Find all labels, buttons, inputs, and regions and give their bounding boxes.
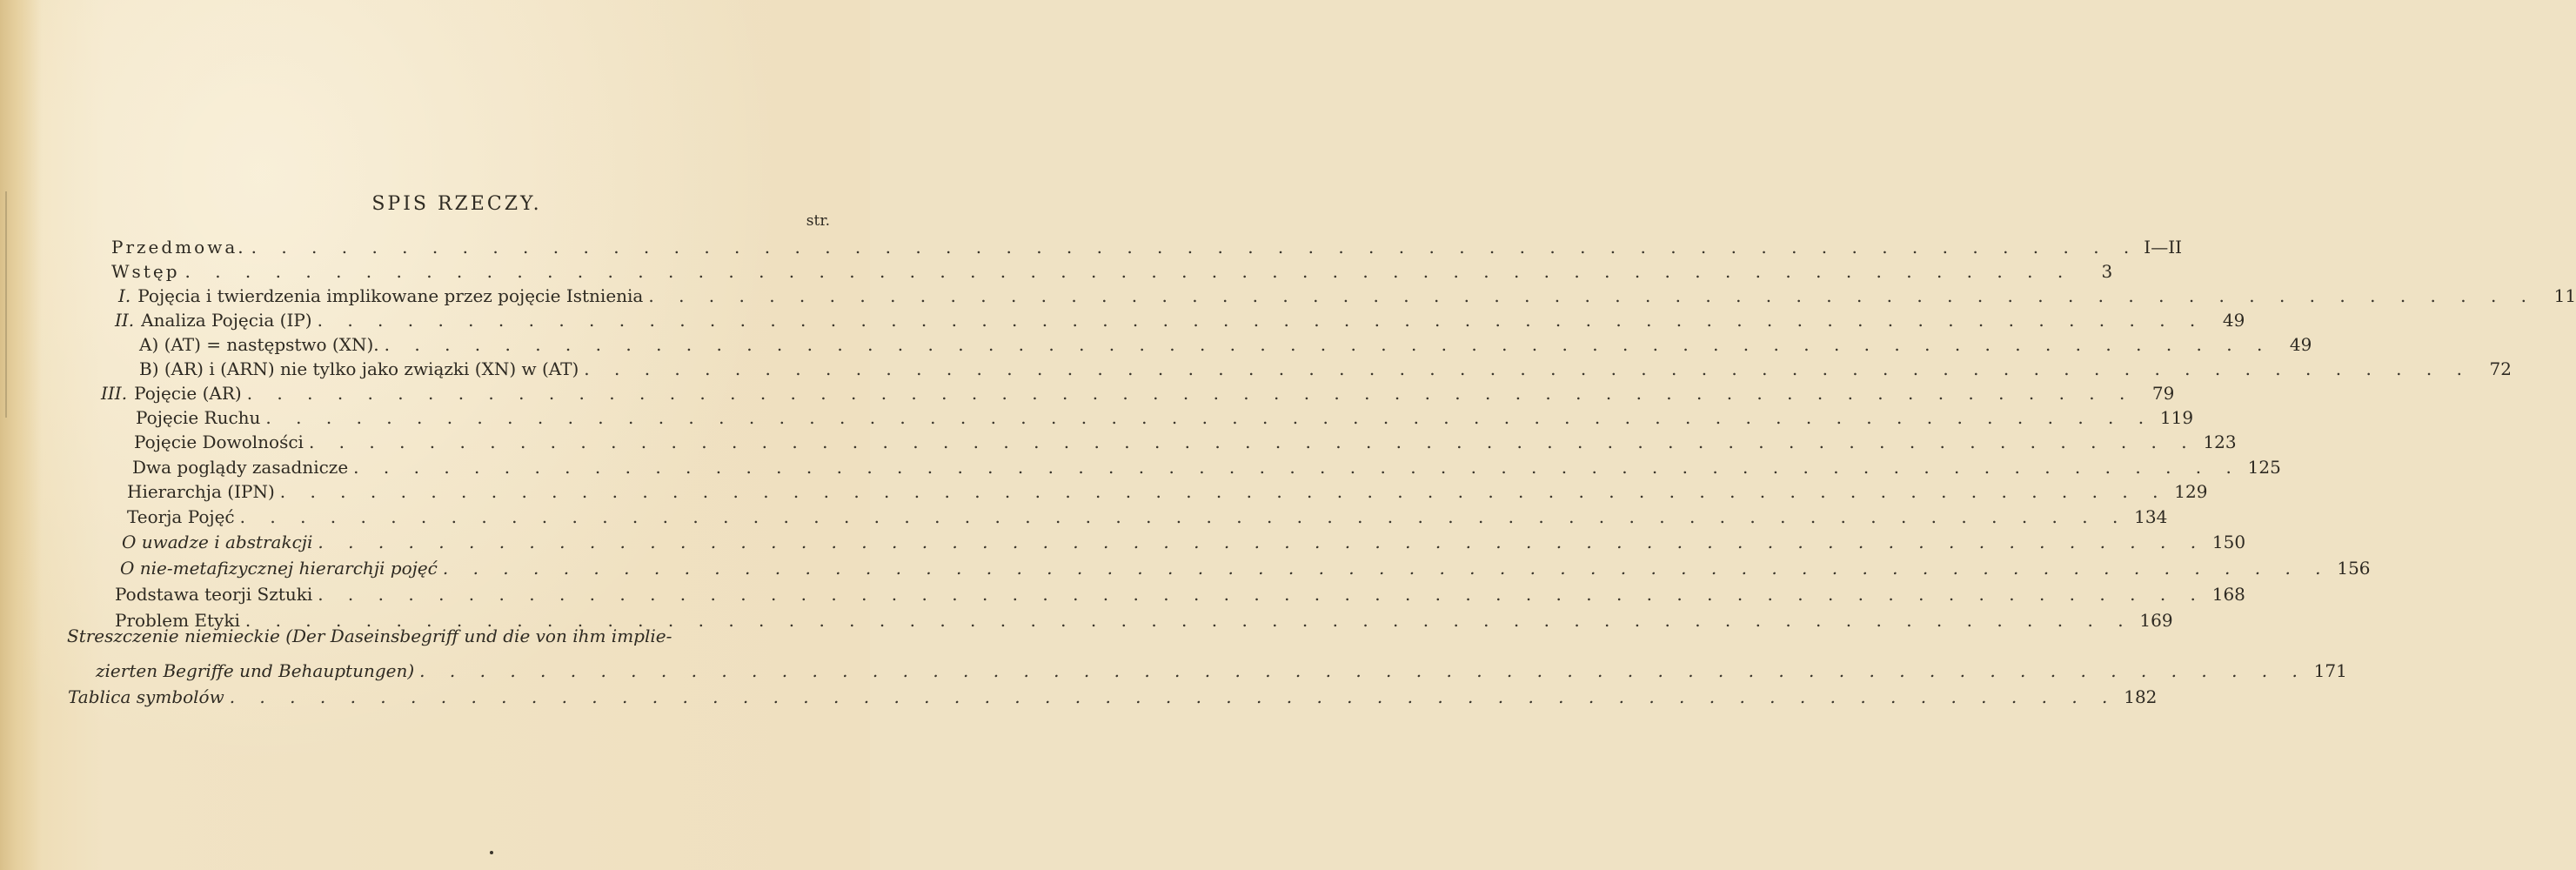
- chapter-number: I.: [118, 285, 131, 306]
- entry-label: O nie-metafizycznej hierarchji pojęć: [120, 558, 438, 579]
- entry-label: B) (AR) i (ARN) nie tylko jako związki (XN) w (AT): [139, 358, 579, 379]
- toc-title: SPIS RZECZY.: [371, 193, 542, 215]
- toc-entry-ruch: [136, 407, 2194, 433]
- entry-label: Problem Etyki: [115, 610, 240, 631]
- leader-dots: . . . . . . . . . . . . . . . . . . . . . . . . . . . . . . . . . . . . . . . . . . . . . . . . . . . . . . . . . . . . . . .: [317, 310, 2205, 331]
- leader-dots: . . . . . . . . . . . . . . . . . . . . . . . . . . . . . . . . . . . . . . . . . . . . . . . . . . . . . . . . . . . . . . .: [419, 660, 2307, 681]
- leader-dots: . . . . . . . . . . . . . . . . . . . . . . . . . . . . . . . . . . . . . . . . . . . . . . . . . . . . . . . . . . . . . . .: [251, 237, 2139, 258]
- entry-page: 49: [2222, 310, 2245, 331]
- toc-entry-hierarchja-pojec: [120, 558, 2371, 584]
- toc-entry-tablica: [68, 686, 2158, 713]
- entry-page: 79: [2151, 383, 2175, 404]
- page-column-label: str.: [806, 212, 830, 230]
- chapter-number: III.: [101, 383, 128, 404]
- toc-entry-streszczenie: [96, 660, 2347, 686]
- entry-page: 123: [2203, 432, 2237, 452]
- leader-dots: . . . . . . . . . . . . . . . . . . . . . . . . . . . . . . . . . . . . . . . . . . . . . . . . . . . . . . . . . . . . . . .: [353, 457, 2241, 478]
- entry-page: 3: [2101, 261, 2113, 282]
- toc-entry-hierarchja: [127, 481, 2208, 507]
- leader-dots: . . . . . . . . . . . . . . . . . . . . . . . . . . . . . . . . . . . . . . . . . . . . . . . . . . . . . . . . . . . . . . .: [308, 432, 2197, 452]
- entry-page: I—II: [2144, 237, 2182, 258]
- entry-label: Tablica symbolów: [68, 686, 224, 707]
- leader-dots: . . . . . . . . . . . . . . . . . . . . . . . . . . . . . . . . . . . . . . . . . . . . . . . . . . . . . . . . . . . . . . .: [229, 686, 2118, 707]
- entry-label: A) (AT) = następstwo (XN).: [139, 334, 379, 355]
- entry-text: Pojęcie (AR): [134, 383, 242, 404]
- entry-page: 72: [2489, 358, 2512, 379]
- entry-label: O uwadze i abstrakcji: [122, 532, 313, 552]
- entry-label: Teorja Pojęć: [127, 506, 235, 527]
- print-mark: [490, 851, 493, 854]
- entry-text: Analiza Pojęcia (IP): [141, 310, 312, 331]
- toc-entry-chapter-2: [115, 310, 2245, 336]
- entry-page: 129: [2174, 481, 2208, 502]
- entry-label: [115, 310, 312, 331]
- entry-label: Pojęcie Ruchu: [136, 407, 261, 428]
- entry-page: 49: [2289, 334, 2312, 355]
- leader-dots: . . . . . . . . . . . . . . . . . . . . . . . . . . . . . . . . . . . . . . . . . . . . . . . . . . . . . . . . . . . . . . .: [584, 358, 2472, 379]
- entry-label: zierten Begriffe und Behauptungen): [96, 660, 415, 681]
- leader-dots: . . . . . . . . . . . . . . . . . . . . . . . . . . . . . . . . . . . . . . . . . . . . . . . . . . . . . . . . . . . . . . .: [384, 334, 2272, 355]
- toc-entry-chapter-1: [118, 285, 2576, 311]
- toc-entry-dowolnosc: [134, 432, 2237, 458]
- entry-label: Przedmowa.: [111, 237, 246, 258]
- entry-text: Pojęcia i twierdzenia implikowane przez pojęcie Istnienia: [137, 285, 644, 306]
- entry-page: 171: [2313, 660, 2347, 681]
- entry-label: Podstawa teorji Sztuki: [115, 584, 313, 605]
- leader-dots: . . . . . . . . . . . . . . . . . . . . . . . . . . . . . . . . . . . . . . . . . . . . . . . . . . . . . . . . . . . . . . .: [279, 481, 2168, 502]
- toc-entry-poglady: [132, 457, 2281, 483]
- entry-page: 119: [2159, 407, 2194, 428]
- leader-dots: . . . . . . . . . . . . . . . . . . . . . . . . . . . . . . . . . . . . . . . . . . . . . . . . . . . . . . . . . . . . . . .: [265, 407, 2154, 428]
- entry-label: [101, 383, 242, 404]
- toc-entry-sztuka: [115, 584, 2245, 610]
- leader-dots: . . . . . . . . . . . . . . . . . . . . . . . . . . . . . . . . . . . . . . . . . . . . . . . . . . . . . . . . . . . . . . .: [184, 261, 2073, 282]
- entry-label: Pojęcie Dowolności: [134, 432, 304, 452]
- entry-page: 125: [2247, 457, 2281, 478]
- entry-page: 169: [2139, 610, 2173, 631]
- leader-dots: . . . . . . . . . . . . . . . . . . . . . . . . . . . . . . . . . . . . . . . . . . . . . . . . . . . . . . . . . . . . . . .: [318, 532, 2206, 552]
- leader-dots: . . . . . . . . . . . . . . . . . . . . . . . . . . . . . . . . . . . . . . . . . . . . . . . . . . . . . . . . . . . . . . .: [318, 584, 2205, 605]
- leader-dots: . . . . . . . . . . . . . . . . . . . . . . . . . . . . . . . . . . . . . . . . . . . . . . . . . . . . . . . . . . . . . . .: [648, 285, 2537, 306]
- entry-label: Hierarchja (IPN): [127, 481, 275, 502]
- chapter-number: II.: [115, 310, 135, 331]
- leader-dots: . . . . . . . . . . . . . . . . . . . . . . . . . . . . . . . . . . . . . . . . . . . . . . . . . . . . . . . . . . . . . . .: [239, 506, 2128, 527]
- entry-page: 11: [2553, 285, 2576, 306]
- summary-line-1: Streszczenie niemieckie (Der Daseinsbegriff und die von ihm implie-: [67, 626, 672, 646]
- entry-page: 156: [2337, 558, 2371, 579]
- leader-dots: . . . . . . . . . . . . . . . . . . . . . . . . . . . . . . . . . . . . . . . . . . . . . . . . . . . . . . . . . . . . . . .: [244, 610, 2133, 631]
- toc-entry-uwaga: [122, 532, 2246, 558]
- entry-label: [118, 285, 643, 306]
- toc-entry-teorja: [127, 506, 2168, 532]
- toc-entry-przedmowa: [111, 237, 2182, 263]
- entry-page: 150: [2211, 532, 2246, 552]
- entry-label: Dwa poglądy zasadnicze: [132, 457, 349, 478]
- entry-page: 168: [2211, 584, 2245, 605]
- toc-entry-chapter-3: [101, 383, 2175, 409]
- leader-dots: . . . . . . . . . . . . . . . . . . . . . . . . . . . . . . . . . . . . . . . . . . . . . . . . . . . . . . . . . . . . . . .: [442, 558, 2331, 579]
- toc-entry-2b: [139, 358, 2512, 385]
- leader-dots: . . . . . . . . . . . . . . . . . . . . . . . . . . . . . . . . . . . . . . . . . . . . . . . . . . . . . . . . . . . . . . .: [246, 383, 2135, 404]
- entry-page: 134: [2134, 506, 2168, 527]
- toc-entry-2a: [139, 334, 2312, 360]
- entry-page: 182: [2124, 686, 2158, 707]
- entry-label: Wstęp: [111, 261, 180, 282]
- toc-entry-wstep: [111, 261, 2113, 287]
